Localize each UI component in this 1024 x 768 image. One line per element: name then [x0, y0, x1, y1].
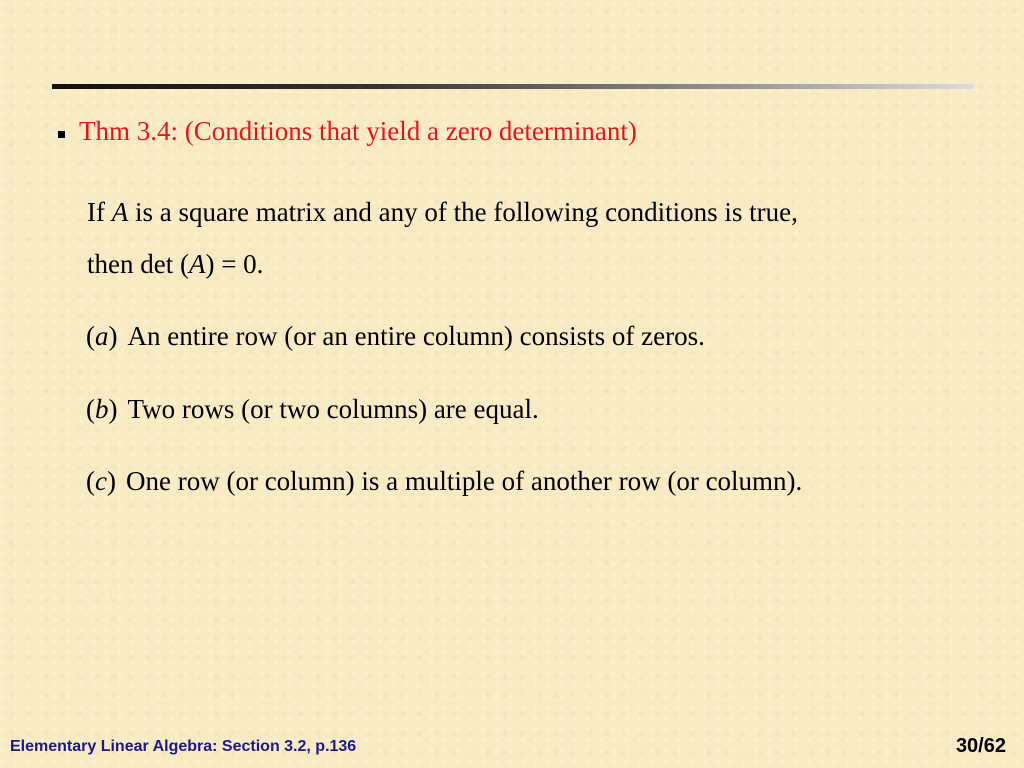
- statement-line-1: [87, 186, 1007, 238]
- theorem-statement: [87, 186, 1007, 290]
- condition-letter: b: [95, 394, 109, 424]
- statement-text: is a square matrix and any of the following conditions is true,: [128, 197, 798, 227]
- theorem-heading: [58, 113, 637, 149]
- statement-text: then det (: [87, 249, 189, 279]
- matrix-variable: A: [111, 197, 129, 227]
- paren-close: ): [108, 394, 118, 424]
- statement-text: If: [87, 197, 112, 227]
- condition-letter: c: [95, 466, 107, 496]
- condition-c: [86, 463, 802, 499]
- condition-tag: [86, 463, 116, 499]
- paren-close: ): [108, 321, 118, 351]
- paren-open: (: [86, 466, 95, 496]
- statement-line-2: [87, 238, 1007, 290]
- top-divider-rule: [52, 84, 974, 89]
- matrix-variable: A: [188, 249, 206, 279]
- page-number: 30/62: [955, 735, 1006, 757]
- paren-close: ): [106, 466, 116, 496]
- condition-a: [86, 318, 705, 354]
- condition-text: Two rows (or two columns) are equal.: [127, 394, 539, 424]
- bullet-icon: [58, 131, 65, 138]
- condition-tag: [86, 318, 118, 354]
- paren-open: (: [86, 394, 95, 424]
- paren-open: (: [86, 321, 95, 351]
- condition-text: An entire row (or an entire column) consists of zeros.: [127, 321, 705, 351]
- condition-letter: a: [95, 321, 109, 351]
- theorem-title: Thm 3.4: (Conditions that yield a zero determinant): [79, 116, 637, 146]
- footer-source: Elementary Linear Algebra: Section 3.2, p.136: [10, 738, 357, 755]
- condition-text: One row (or column) is a multiple of another row (or column).: [125, 466, 803, 496]
- condition-b: [86, 391, 539, 427]
- condition-tag: [86, 391, 118, 427]
- statement-text: ) = 0.: [205, 249, 264, 279]
